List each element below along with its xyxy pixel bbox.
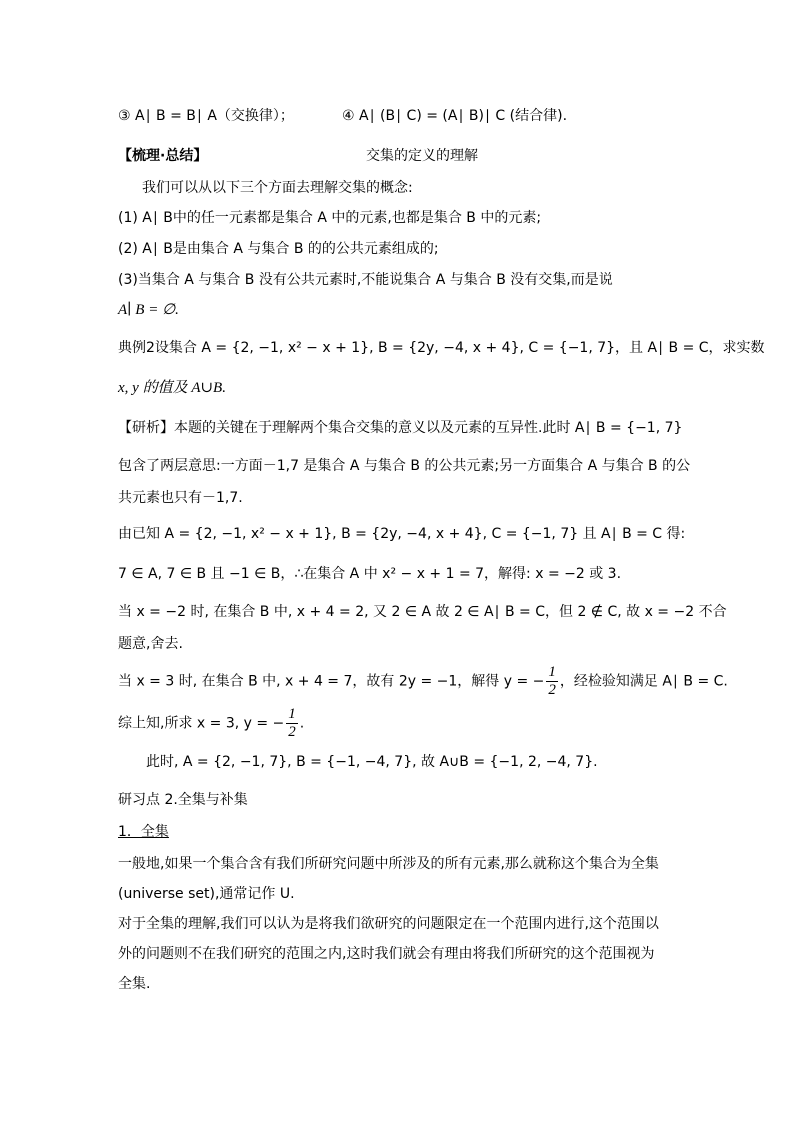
- solution-line-5-start: 当 x = 3 时, 在集合 B 中, x + 4 = 7，故有 2y = −1，解得 y = −: [118, 673, 545, 690]
- paragraph-intro: 我们可以从以下三个方面去理解交集的概念:: [142, 180, 413, 196]
- solution-line-3: 当 x = −2 时, 在集合 B 中, x + 4 = 2, 又 2 ∈ A 故 2 ∈ A∣ B = C，但 2 ∉ C, 故 x = −2 不合: [118, 604, 727, 620]
- point-2: (2) A∣ B是由集合 A 与集合 B 的的公共元素组成的;: [118, 241, 439, 257]
- fraction-denominator-2: 2: [288, 724, 296, 740]
- example-2-statement: 典例2设集合 A = {2, −1, x² − x + 1}, B = {2y, −4, x + 4}, C = {−1, 7}，且 A∣ B = C，求实数: [118, 340, 765, 356]
- point-3: (3)当集合 A 与集合 B 没有公共元素时,不能说集合 A 与集合 B 没有交集,而是说: [118, 272, 613, 288]
- summary-heading: 【梳理·总结】: [118, 148, 208, 164]
- law-associative: ④ A∣ (B∣ C) = (A∣ B)∣ C (结合律).: [342, 108, 568, 124]
- solution-line-4: 题意,舍去.: [118, 636, 183, 652]
- fraction-one-half: [546, 664, 558, 699]
- point-3-formula: A∣ B = ∅.: [118, 302, 179, 318]
- study-point-2-heading: 研习点 2.全集与补集: [118, 792, 248, 808]
- solution-line-5: [118, 664, 728, 699]
- result-line: 此时, A = {2, −1, 7}, B = {−1, −4, 7}, 故 A∪B = {−1, 2, −4, 7}.: [146, 754, 598, 770]
- point-1: (1) A∣ B中的任一元素都是集合 A 中的元素,也都是集合 B 中的元素;: [118, 210, 542, 226]
- section-title: 交集的定义的理解: [366, 148, 478, 164]
- universal-set-subheading: 1．全集: [118, 824, 169, 840]
- analysis-line-2: 包含了两层意思:一方面－1,7 是集合 A 与集合 B 的公共元素;另一方面集合 A 与集合 B 的公: [118, 458, 691, 474]
- fraction-numerator: 1: [548, 664, 556, 680]
- universal-set-explain-3: 全集.: [118, 976, 151, 992]
- analysis-line-3: 共元素也只有－1,7.: [118, 490, 243, 506]
- solution-line-1: 由已知 A = {2, −1, x² − x + 1}, B = {2y, −4, x + 4}, C = {−1, 7} 且 A∣ B = C 得:: [118, 526, 686, 542]
- conclusion-line: [118, 706, 304, 741]
- solution-line-5-end: ，经检验知满足 A∣ B = C.: [559, 673, 728, 690]
- conclusion-start: 综上知,所求 x = 3, y = −: [118, 715, 285, 732]
- example-2-question: x, y 的值及 A∪B.: [118, 380, 226, 396]
- universal-set-explain-2: 外的问题则不在我们研究的范围之内,这时我们就会有理由将我们所研究的这个范围视为: [118, 946, 655, 962]
- universal-set-explain-1: 对于全集的理解,我们可以认为是将我们欲研究的问题限定在一个范围内进行,这个范围以: [118, 916, 659, 932]
- law-commutative: ③ A∣ B = B∣ A（交换律）；: [118, 108, 294, 124]
- solution-line-2: 7 ∈ A, 7 ∈ B 且 −1 ∈ B，∴在集合 A 中 x² − x + 1 = 7，解得: x = −2 或 3.: [118, 566, 622, 582]
- universal-set-definition-1: 一般地,如果一个集合含有我们所研究问题中所涉及的所有元素,那么就称这个集合为全集: [118, 856, 659, 872]
- analysis-line-1: 【研析】本题的关键在于理解两个集合交集的意义以及元素的互异性.此时 A∣ B = {−1, 7}: [118, 420, 683, 436]
- universal-set-definition-2: (universe set),通常记作 U.: [118, 886, 295, 902]
- fraction-one-half-2: [286, 706, 298, 741]
- fraction-numerator-2: 1: [288, 706, 296, 722]
- fraction-denominator: 2: [548, 682, 556, 698]
- conclusion-end: .: [299, 715, 305, 732]
